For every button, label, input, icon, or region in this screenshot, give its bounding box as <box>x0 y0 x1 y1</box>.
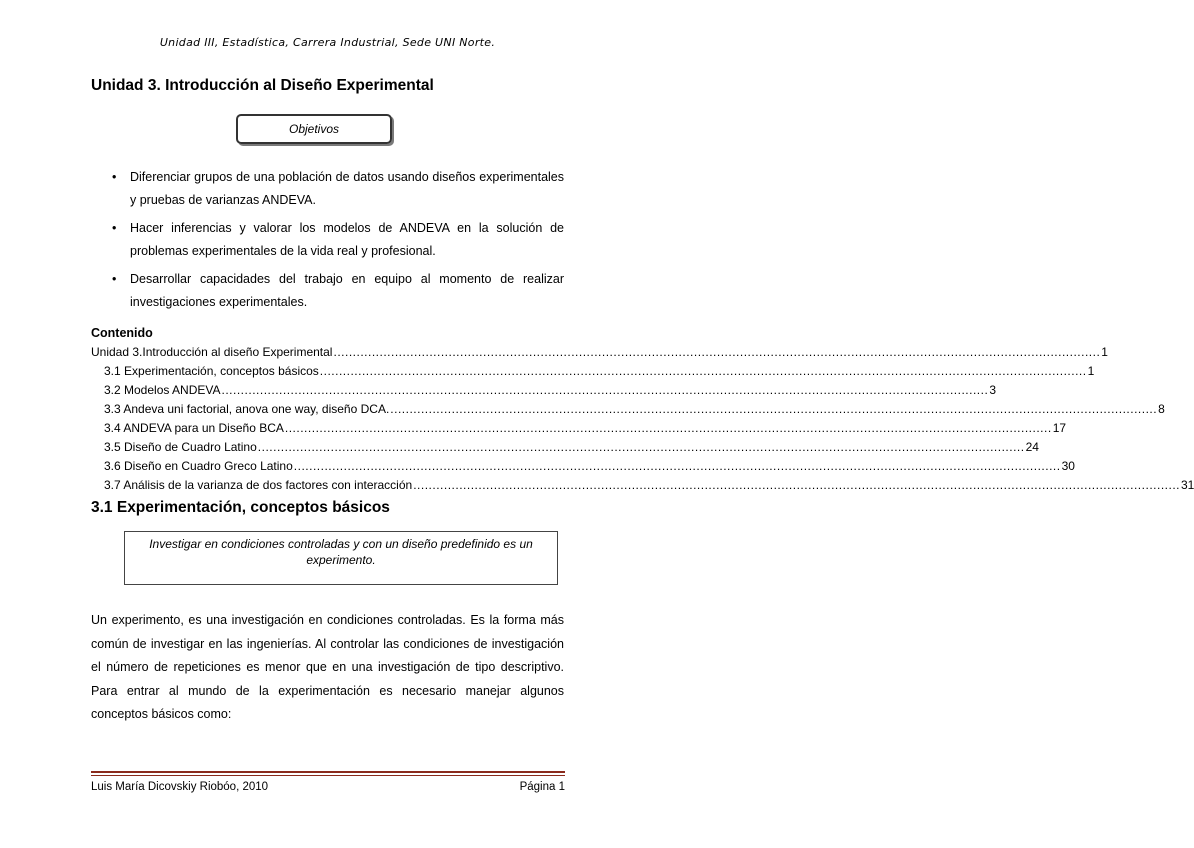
toc-entry-title: 3.7 Análisis de la varianza de dos factores con interacción <box>104 478 413 492</box>
body-paragraph: Un experimento, es una investigación en condiciones controladas. Es la forma más común de investigar en las ingenierías. Al controlar las condiciones de investigación el número de repeticiones es menor que en una investigación de tipo descriptivo. Para entrar al mundo de la experimentación es necesario manejar algunos conceptos básicos como: <box>91 613 564 721</box>
footer-rule <box>91 771 565 773</box>
objectives-label: Objetivos <box>288 122 340 136</box>
toc-entry-title: 3.5 Diseño de Cuadro Latino <box>104 440 257 454</box>
toc-entry-page: 3 <box>989 383 996 397</box>
toc-leader-dots: ........................................................................................................................................................................................................ <box>293 459 1061 473</box>
toc-entry-page: 1 <box>1101 345 1108 359</box>
unit-title: Unidad 3. Introducción al Diseño Experimental <box>91 77 434 94</box>
toc-entry-title: 3.2 Modelos ANDEVA <box>104 383 221 397</box>
toc-entry-title: 3.3 Andeva uni factorial, anova one way, diseño DCA. <box>104 402 390 416</box>
bullet-icon: • <box>112 170 117 184</box>
toc-entry-page: 30 <box>1061 459 1075 473</box>
toc-leader-dots: ........................................................................................................................................................................................................ <box>319 364 1087 378</box>
toc-entry-page: 24 <box>1025 440 1039 454</box>
toc-leader-dots: ........................................................................................................................................................................................................ <box>333 345 1101 359</box>
toc-entry-title: 3.4 ANDEVA para un Diseño BCA <box>104 421 284 435</box>
footer-page-number: Página 1 <box>519 781 565 793</box>
toc-entry[interactable] <box>91 345 1108 364</box>
toc-entry[interactable] <box>91 364 1095 383</box>
toc-leader-dots: ........................................................................................................................................................................................................ <box>257 440 1025 454</box>
objective-text: Desarrollar capacidades del trabajo en equipo al momento de realizar investigaciones experimentales. <box>130 272 564 309</box>
objective-text: Hacer inferencias y valorar los modelos de ANDEVA en la solución de problemas experimentales de la vida real y profesional. <box>130 221 564 258</box>
bullet-icon: • <box>112 221 117 235</box>
toc-entry-title: 3.1 Experimentación, conceptos básicos <box>104 364 319 378</box>
running-header: Unidad III, Estadística, Carrera Industrial, Sede UNI Norte. <box>159 36 496 49</box>
toc-leader-dots: ........................................................................................................................................................................................................ <box>390 402 1158 416</box>
toc-entry[interactable] <box>91 383 996 402</box>
toc-entry[interactable] <box>91 421 1067 440</box>
table-of-contents <box>91 345 1194 497</box>
footer-rule-thin <box>91 775 565 776</box>
definition-text: Investigar en condiciones controladas y con un diseño predefinido es un experimento. <box>149 537 533 567</box>
toc-entry[interactable] <box>91 459 1075 478</box>
toc-entry[interactable] <box>91 402 1165 421</box>
footer-author: Luis María Dicovskiy Riobóo, 2010 <box>91 781 269 793</box>
toc-entry[interactable] <box>91 478 1194 497</box>
definition-box <box>124 531 558 585</box>
toc-leader-dots: ........................................................................................................................................................................................................ <box>221 383 989 397</box>
toc-leader-dots: ........................................................................................................................................................................................................ <box>413 478 1180 492</box>
objective-item <box>108 217 564 263</box>
contents-heading: Contenido <box>91 326 153 340</box>
objective-item <box>108 268 564 314</box>
toc-entry-page: 31 <box>1180 478 1194 492</box>
toc-leader-dots: ........................................................................................................................................................................................................ <box>284 421 1052 435</box>
objectives-list <box>108 166 564 314</box>
section-title: 3.1 Experimentación, conceptos básicos <box>91 499 390 516</box>
toc-entry-page: 8 <box>1158 402 1165 416</box>
objective-item <box>108 166 564 212</box>
toc-entry-title: 3.6 Diseño en Cuadro Greco Latino <box>104 459 293 473</box>
bullet-icon: • <box>112 272 117 286</box>
toc-entry[interactable] <box>91 440 1039 459</box>
toc-entry-page: 17 <box>1052 421 1067 435</box>
toc-entry-title: Unidad 3.Introducción al diseño Experimental <box>91 345 333 359</box>
objective-text: Diferenciar grupos de una población de datos usando diseños experimentales y pruebas de varianzas ANDEVA. <box>130 170 564 207</box>
toc-entry-page: 1 <box>1087 364 1095 378</box>
objectives-label-box <box>236 114 392 144</box>
